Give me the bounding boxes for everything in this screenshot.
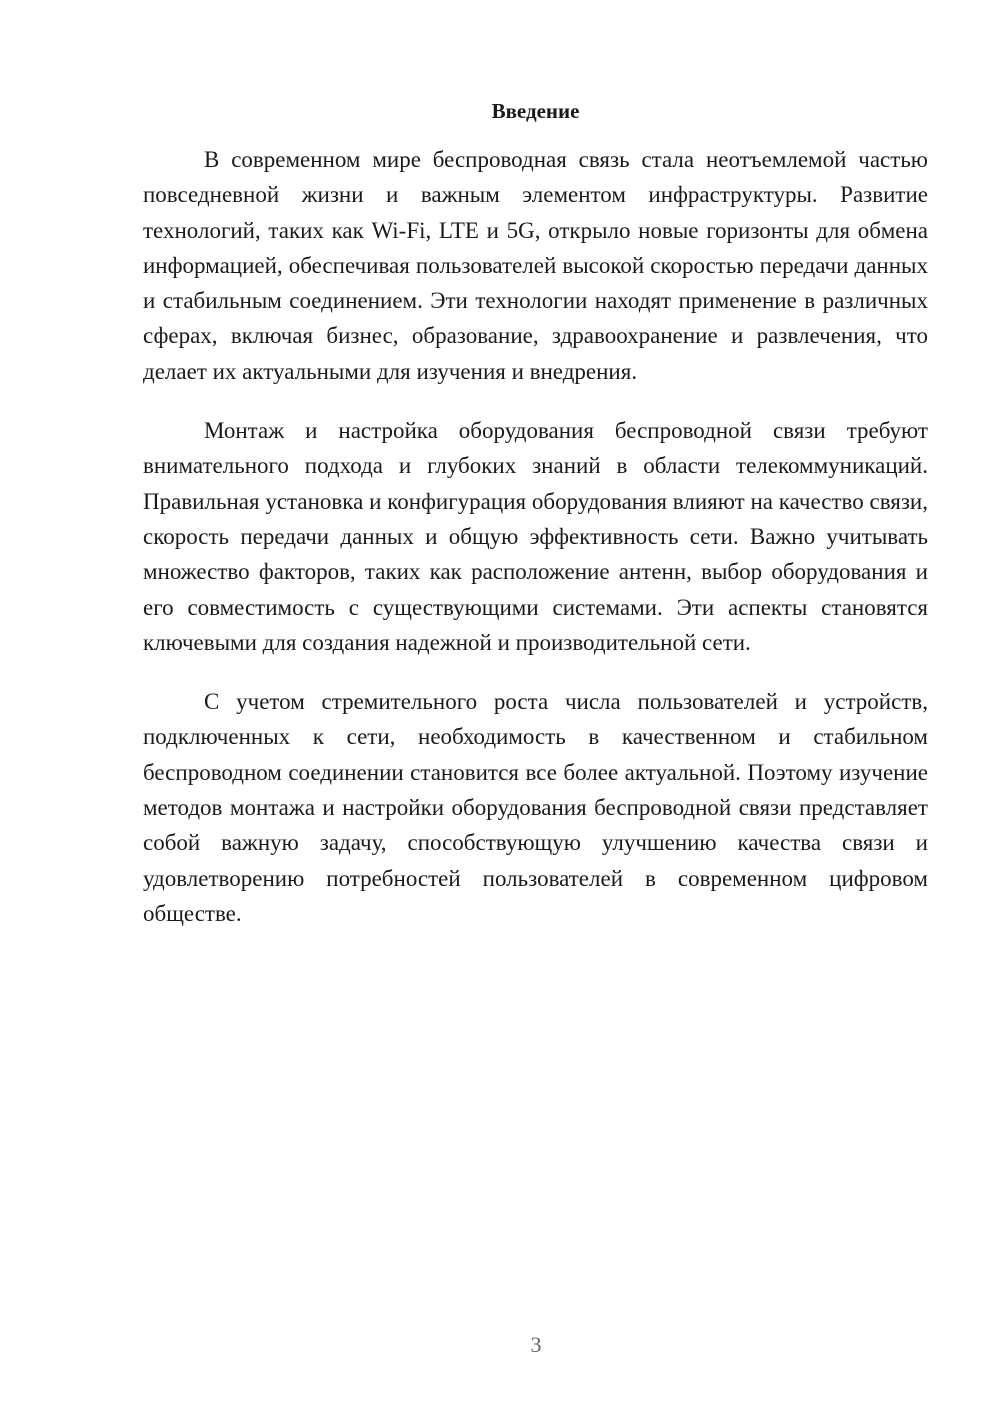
- paragraph-3: С учетом стремительного роста числа пользователей и устройств, подключенных к сети, необходимость в качественном и стабильном беспроводном соединении становится все более актуальной. Поэтому изучение методов монтажа и настройки оборудования беспроводной связи представляет собой важную задачу, способствующую улучшению качества связи и удовлетворению потребностей пользователей в современном цифровом обществе.: [143, 689, 928, 926]
- page-number: 3: [530, 1332, 542, 1357]
- body-text: [143, 142, 928, 955]
- section-heading: Введение: [491, 99, 580, 123]
- paragraph-2: Монтаж и настройка оборудования беспроводной связи требуют внимательного подхода и глубоких знаний в области телекоммуникаций. Правильная установка и конфигурация оборудования влияют на качество связи, скорость передачи данных и общую эффективность сети. Важно учитывать множество факторов, таких как расположение антенн, выбор оборудования и его совместимость с существующими системами. Эти аспекты становятся ключевыми для создания надежной и производительной сети.: [143, 418, 928, 655]
- paragraph-1: В современном мире беспроводная связь стала неотъемлемой частью повседневной жизни и важным элементом инфраструктуры. Развитие технологий, таких как Wi-Fi, LTE и 5G, открыло новые горизонты для обмена информацией, обеспечивая пользователей высокой скоростью передачи данных и стабильным соединением. Эти технологии находят применение в различных сферах, включая бизнес, образование, здравоохранение и развлечения, что делает их актуальными для изучения и внедрения.: [143, 147, 928, 384]
